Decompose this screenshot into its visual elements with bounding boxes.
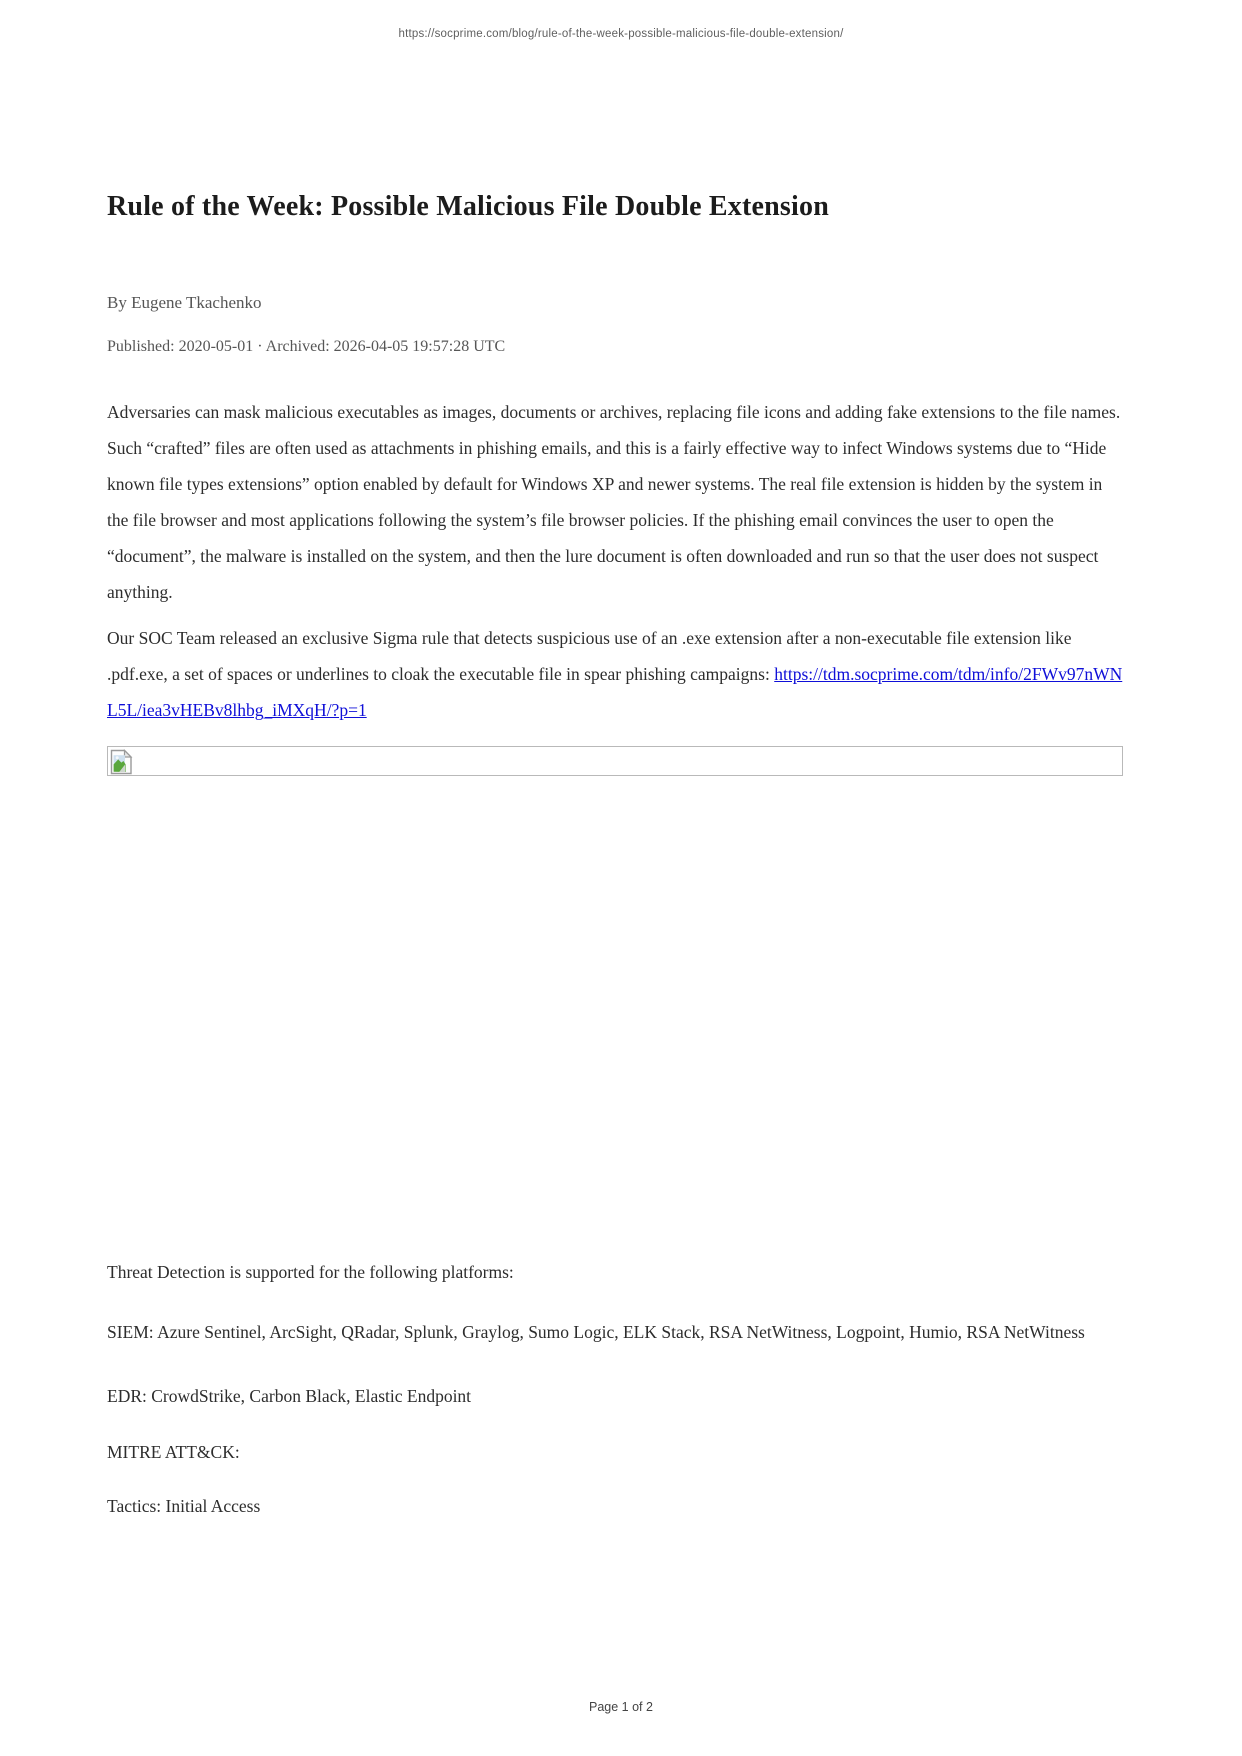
broken-image-icon: [110, 749, 133, 780]
siem-platforms-line: SIEM: Azure Sentinel, ArcSight, QRadar, Splunk, Graylog, Sumo Logic, ELK Stack, RSA NetWitness, Logpoint, Humio, RSA NetWitness: [107, 1322, 1085, 1342]
article-content: [107, 190, 1123, 1524]
published-archived-timestamp: Published: 2020-05-01 · Archived: 2026-04-05 19:57:28 UTC: [107, 338, 506, 355]
embedded-image-placeholder: [107, 746, 1123, 776]
rule-paragraph-text: Our SOC Team released an exclusive Sigma rule that detects suspicious use of an .exe extension after a non-executable file extension like .pdf.exe, a set of spaces or underlines to cloak the executable file in spear phishing campaigns:: [107, 628, 1072, 684]
edr-platforms-line: EDR: CrowdStrike, Carbon Black, Elastic Endpoint: [107, 1386, 472, 1406]
image-reserved-space: [107, 776, 1123, 1254]
sigma-rule-link[interactable]: https://tdm.socprime.com/tdm/info/2FWv97nWNL5L/iea3vHEBv8lhbg_iMXqH/?p=1: [107, 664, 1123, 720]
mitre-attack-heading: MITRE ATT&CK:: [107, 1442, 240, 1462]
article-paragraph-rule: [107, 620, 1123, 728]
article-paragraph-intro: Adversaries can mask malicious executables as images, documents or archives, replacing file icons and adding fake extensions to the file names. Such “crafted” files are often used as attachments in phishing emails, and this is a fairly effective way to infect Windows systems due to “Hide known file types extensions” option enabled by default for Windows XP and newer systems. The real file extension is hidden by the system in the file browser and most applications following the system’s file browser policies. If the phishing email convinces the user to open the “document”, the malware is installed on the system, and then the lure document is often downloaded and run so that the user does not suspect anything.: [107, 402, 1121, 602]
article-byline: By Eugene Tkachenko: [107, 293, 262, 312]
platforms-heading: Threat Detection is supported for the following platforms:: [107, 1262, 514, 1282]
tactics-line: Tactics: Initial Access: [107, 1496, 261, 1516]
page-title: Rule of the Week: Possible Malicious File Double Extension: [107, 191, 829, 222]
page-number-footer: Page 1 of 2: [589, 1700, 653, 1714]
printed-page-url: https://socprime.com/blog/rule-of-the-week-possible-malicious-file-double-extension/: [398, 28, 844, 40]
